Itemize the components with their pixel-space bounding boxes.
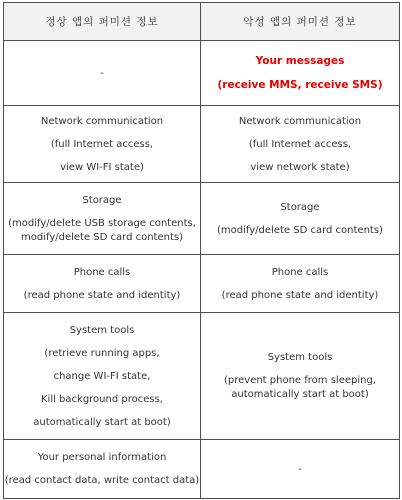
- permission-detail: (read phone state and identity): [23, 289, 181, 301]
- permission-detail: (prevent phone from sleeping,: [223, 375, 376, 386]
- normal-cell: [4, 255, 201, 313]
- permission-detail: (read contact data, write contact data): [4, 475, 200, 486]
- permission-group-title: System tools: [69, 324, 135, 336]
- permission-group-title: Your personal information: [37, 452, 167, 463]
- malicious-cell: [201, 255, 400, 313]
- normal-cell: [4, 313, 201, 440]
- table-row: [4, 106, 400, 183]
- header-normal-app: 정상 앱의 퍼미션 정보: [4, 3, 201, 41]
- permission-group-title: Storage: [280, 201, 320, 213]
- table-row: [4, 183, 400, 255]
- normal-cell: [4, 183, 201, 255]
- permission-group-title: Your messages: [255, 55, 345, 67]
- malicious-cell: [201, 183, 400, 255]
- permission-group-title: Network communication: [238, 115, 362, 127]
- permission-detail: change WI-FI state,: [53, 370, 151, 382]
- permission-detail: (modify/delete SD card contents): [217, 224, 383, 236]
- table-row: [4, 255, 400, 313]
- permission-detail: (full Internet access,: [50, 138, 154, 150]
- permission-comparison-table: [3, 2, 400, 499]
- permission-detail: Kill background process,: [40, 393, 163, 405]
- permission-detail: (receive MMS, receive SMS): [217, 79, 383, 91]
- permission-detail: (full Internet access,: [248, 138, 352, 150]
- permission-group-title: System tools: [267, 352, 333, 363]
- table-row: [4, 440, 400, 499]
- table-header-row: [4, 3, 400, 41]
- malicious-cell: [201, 41, 400, 106]
- malicious-cell: [201, 313, 400, 440]
- permission-group-title: Network communication: [40, 115, 164, 127]
- empty-dash: -: [298, 463, 302, 475]
- permission-detail: automatically start at boot): [33, 416, 171, 428]
- permission-detail: (modify/delete USB storage contents,: [8, 217, 196, 229]
- permission-group-title: Storage: [82, 194, 122, 206]
- permission-detail: automatically start at boot): [231, 389, 369, 400]
- permission-detail: (read phone state and identity): [221, 289, 379, 301]
- permission-detail: view network state): [250, 161, 350, 173]
- permission-detail: modify/delete SD card contents): [20, 231, 183, 243]
- normal-cell: [4, 41, 201, 106]
- table-row: [4, 313, 400, 440]
- table-row: [4, 41, 400, 106]
- header-malicious-app: 악성 앱의 퍼미션 정보: [201, 3, 400, 41]
- normal-cell: [4, 440, 201, 499]
- permission-group-title: Phone calls: [271, 266, 329, 278]
- malicious-cell: [201, 106, 400, 183]
- permission-group-title: Phone calls: [73, 266, 131, 278]
- permission-detail: view WI-FI state): [60, 161, 144, 173]
- normal-cell: [4, 106, 201, 183]
- malicious-cell: [201, 440, 400, 499]
- permission-detail: (retrieve running apps,: [44, 347, 160, 359]
- empty-dash: -: [100, 67, 104, 79]
